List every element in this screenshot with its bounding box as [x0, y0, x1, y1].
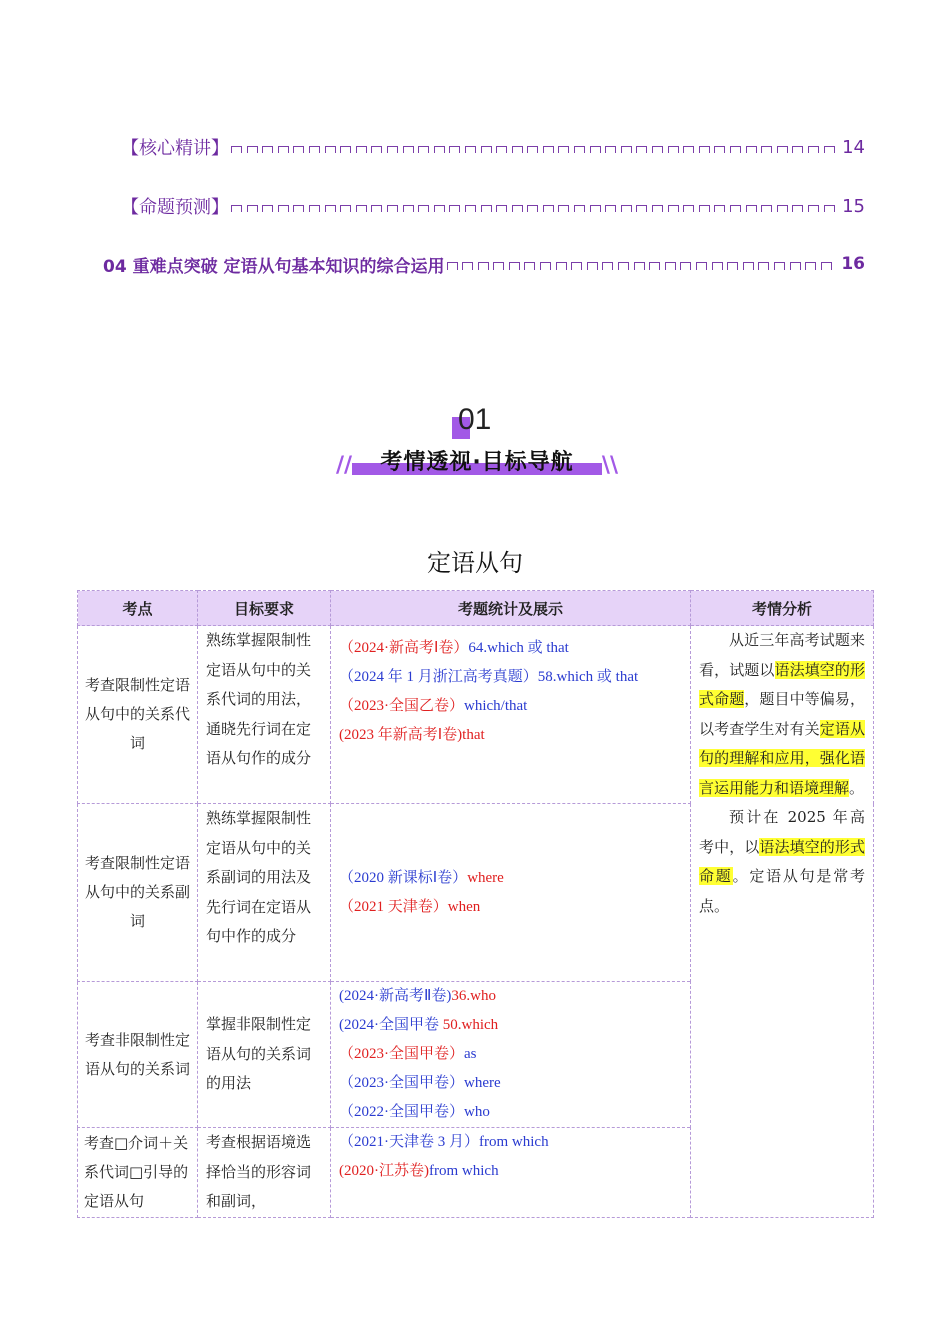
leader-box [587, 262, 598, 270]
leader-box [512, 146, 523, 153]
leader-box [699, 205, 710, 212]
leader-box [247, 205, 258, 212]
leader-box [668, 205, 679, 212]
question-item: （2020 新课标Ⅰ卷）where [339, 869, 504, 886]
leader-box [434, 146, 445, 153]
leader-box [481, 146, 492, 153]
leader-box [571, 262, 582, 270]
leader-box [574, 146, 585, 153]
questions-cell [331, 982, 691, 1128]
leader-box [746, 146, 757, 153]
leader-box [696, 262, 707, 270]
questions-cell [331, 1128, 691, 1218]
analysis-cell [691, 626, 874, 1218]
leader-box [649, 262, 660, 270]
topic-cell: 考查非限制性定语从句的关系词 [78, 982, 198, 1128]
toc-leader [447, 258, 840, 270]
toc-line-difficulty[interactable] [103, 251, 865, 277]
leader-box [558, 146, 569, 153]
leader-box [712, 262, 723, 270]
leader-box [792, 146, 803, 153]
leader-box [821, 262, 832, 270]
exam-analysis-table [77, 590, 874, 1218]
question-item: （2023·全国甲卷）as [339, 1046, 477, 1062]
leader-box [293, 146, 304, 153]
leader-box [387, 205, 398, 212]
leader-box [714, 205, 725, 212]
section-number-text: 01 [458, 403, 492, 436]
leader-box [325, 205, 336, 212]
document-title: 定语从句 [427, 549, 523, 577]
leader-box [356, 146, 367, 153]
leader-box [387, 146, 398, 153]
goal-cell: 熟练掌握限制性定语从句中的关系副词的用法及先行词在定语从句中作的成分 [198, 804, 331, 982]
leader-box [758, 262, 769, 270]
leader-box [636, 205, 647, 212]
leader-box [540, 262, 551, 270]
leader-box [590, 205, 601, 212]
question-item: (2024·新高考Ⅱ卷)36.who [339, 988, 496, 1004]
analysis-paragraph: 从近三年高考试题来看，试题以语法填空的形式命题，题目中等偏易，以考查学生对有关定语从句的理解和应用，强化语言运用能力和语境理解。 [699, 631, 865, 797]
leader-box [340, 205, 351, 212]
question-item: （2023·全国甲卷）where [339, 1075, 501, 1091]
toc-line-predict[interactable] [103, 193, 865, 219]
leader-box [481, 205, 492, 212]
leader-box [512, 205, 523, 212]
leader-box [605, 205, 616, 212]
leader-box [447, 262, 458, 270]
topic-cell: 考查限制性定语从句中的关系代词 [78, 626, 198, 804]
leader-box [824, 205, 835, 212]
leader-box [777, 146, 788, 153]
leader-box [478, 262, 489, 270]
leader-box [524, 262, 535, 270]
analysis-paragraph: 预计在 2025 年高考中，以语法填空的形式命题。定语从句是常考点。 [699, 808, 865, 915]
header-topic: 考点 [78, 591, 198, 626]
question-item: (2020·江苏卷)from which [339, 1163, 499, 1179]
toc-leader [231, 141, 840, 153]
slash-decoration-right: \\ [601, 453, 618, 478]
leader-box [621, 146, 632, 153]
leader-box [621, 205, 632, 212]
leader-box [714, 146, 725, 153]
leader-box [434, 205, 445, 212]
leader-box [462, 262, 473, 270]
leader-box [449, 146, 460, 153]
leader-box [527, 205, 538, 212]
leader-box [808, 205, 819, 212]
goal-cell: 熟练掌握限制性定语从句中的关系代词的用法，通晓先行词在定语从句作的成分 [198, 626, 331, 804]
leader-box [824, 146, 835, 153]
toc-label: 04 重难点突破 定语从句基本知识的综合运用 [103, 256, 445, 277]
question-item: (2023 年新高考Ⅰ卷)that [339, 727, 485, 743]
leader-box [792, 205, 803, 212]
leader-box [808, 146, 819, 153]
questions-cell [331, 804, 691, 982]
highlight: 语法填空的形式命题 [699, 837, 865, 885]
question-item: （2024·新高考Ⅰ卷）64.which 或 that [339, 640, 569, 656]
toc-page: 14 [842, 136, 865, 158]
question-item: （2021 天津卷）when [339, 898, 481, 915]
leader-box [558, 205, 569, 212]
leader-box [774, 262, 785, 270]
leader-box [418, 146, 429, 153]
leader-box [449, 205, 460, 212]
toc-label: 【核心精讲】 [121, 138, 229, 159]
leader-box [618, 262, 629, 270]
leader-box [680, 262, 691, 270]
leader-box [247, 146, 258, 153]
leader-box [325, 146, 336, 153]
leader-box [602, 262, 613, 270]
leader-box [668, 146, 679, 153]
leader-box [777, 205, 788, 212]
toc-leader [231, 200, 840, 212]
leader-box [527, 146, 538, 153]
highlight: 定语从句的理解和应用，强化语言运用能力和语境理解 [699, 719, 865, 797]
leader-box [699, 146, 710, 153]
leader-box [743, 262, 754, 270]
toc-page: 16 [841, 254, 865, 274]
leader-box [543, 205, 554, 212]
leader-box [727, 262, 738, 270]
leader-box [509, 262, 520, 270]
leader-box [403, 205, 414, 212]
leader-box [293, 205, 304, 212]
leader-box [665, 262, 676, 270]
leader-box [761, 146, 772, 153]
leader-box [465, 146, 476, 153]
header-questions: 考题统计及展示 [331, 591, 691, 626]
leader-box [746, 205, 757, 212]
section-number [452, 403, 512, 443]
leader-box [493, 262, 504, 270]
leader-box [636, 146, 647, 153]
toc-line-core[interactable] [103, 134, 865, 160]
header-goal: 目标要求 [198, 591, 331, 626]
leader-box [309, 146, 320, 153]
leader-box [543, 146, 554, 153]
leader-box [309, 205, 320, 212]
leader-box [574, 205, 585, 212]
leader-box [730, 146, 741, 153]
leader-box [605, 146, 616, 153]
leader-box [790, 262, 801, 270]
leader-box [683, 146, 694, 153]
section-title: 考情透视·目标导航 [380, 450, 574, 475]
topic-cell: 考查限制性定语从句中的关系副词 [78, 804, 198, 982]
goal-cell: 考查根据语境选择恰当的形容词和副词， [198, 1128, 331, 1218]
question-item: (2024·全国甲卷 50.which [339, 1017, 499, 1033]
leader-box [340, 146, 351, 153]
leader-box [418, 205, 429, 212]
leader-box [231, 146, 242, 153]
toc-label: 【命题预测】 [121, 197, 229, 218]
leader-box [805, 262, 816, 270]
leader-box [371, 146, 382, 153]
leader-box [278, 146, 289, 153]
leader-box [761, 205, 772, 212]
leader-box [262, 205, 273, 212]
slash-decoration-left: // [336, 453, 353, 478]
leader-box [465, 205, 476, 212]
question-item: （2023·全国乙卷）which/that [339, 698, 528, 714]
leader-box [634, 262, 645, 270]
leader-box [652, 146, 663, 153]
leader-box [371, 205, 382, 212]
leader-box [556, 262, 567, 270]
toc-page: 15 [842, 195, 865, 217]
leader-box [730, 205, 741, 212]
question-item: （2024 年 1 月浙江高考真题）58.which 或 that [339, 669, 639, 685]
leader-box [262, 146, 273, 153]
goal-cell: 掌握非限制性定语从句的关系词的用法 [198, 982, 331, 1128]
leader-box [403, 146, 414, 153]
leader-box [590, 146, 601, 153]
table-row [78, 626, 874, 804]
question-item: （2022·全国甲卷）who [339, 1104, 490, 1120]
table-header-row [78, 591, 874, 626]
leader-box [496, 205, 507, 212]
highlight: 语法填空的形式命题 [699, 660, 865, 708]
topic-cell: 考查□介词＋关系代词□引导的定语从句 [78, 1128, 198, 1218]
leader-box [683, 205, 694, 212]
header-analysis: 考情分析 [691, 591, 874, 626]
leader-box [652, 205, 663, 212]
leader-box [278, 205, 289, 212]
leader-box [231, 205, 242, 212]
question-item: （2021·天津卷 3 月）from which [339, 1134, 549, 1150]
questions-cell [331, 626, 691, 804]
section-banner [336, 443, 618, 479]
leader-box [496, 146, 507, 153]
leader-box [356, 205, 367, 212]
